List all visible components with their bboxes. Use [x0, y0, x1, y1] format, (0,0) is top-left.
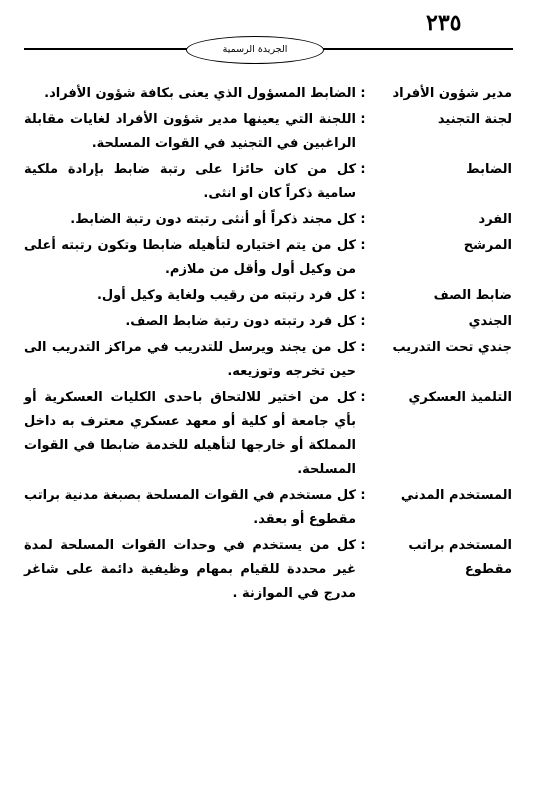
definition-text: كل من يجند ويرسل للتدريب في مراكز التدريب الى حين تخرجه وتوزيعه.	[24, 340, 356, 379]
definition-term: جندي تحت التدريب	[392, 340, 512, 355]
definition-entry	[20, 484, 516, 532]
definition-colon: :	[360, 538, 366, 553]
definition-text: الضابط المسؤول الذي يعنى بكافة شؤون الأفراد.	[44, 86, 356, 101]
definition-text: كل فرد رتبته دون رتبة ضابط الصف.	[125, 314, 356, 329]
definition-text: اللجنة التي يعينها مدير شؤون الأفراد لغايات مقابلة الراغبين في التجنيد في القوات المسلحة.	[24, 112, 356, 151]
definitions-list	[20, 82, 516, 608]
definition-text: كل فرد رتبته من رقيب ولغاية وكيل أول.	[96, 288, 356, 303]
definition-colon: :	[360, 162, 366, 177]
definition-entry	[20, 208, 516, 232]
definition-text: كل من اختير للالتحاق باحدى الكليات العسكرية أو بأي جامعة أو كلية أو معهد عسكري معترف به داخل المملكة أو خارجها لتأهيله للخدمة ضابطا في القوات المسلحة.	[24, 390, 356, 477]
definition-colon: :	[360, 86, 366, 101]
definition-colon: :	[360, 212, 366, 227]
definition-entry	[20, 234, 516, 282]
definition-entry	[20, 108, 516, 156]
definition-term: لجنة التجنيد	[437, 112, 512, 127]
definition-term: الضابط	[466, 162, 512, 177]
definition-term: مدير شؤون الأفراد	[392, 86, 512, 101]
definition-term: المرشح	[463, 238, 512, 253]
definition-text: كل مجند ذكراً أو أنثى رتبته دون رتبة الضابط.	[70, 212, 356, 227]
header-title: الجريدة الرسمية	[186, 36, 324, 64]
definition-colon: :	[360, 112, 366, 127]
definition-entry	[20, 336, 516, 384]
definition-term: الفرد	[478, 212, 512, 227]
definition-term: المستخدم براتب مقطوع	[408, 538, 512, 577]
definition-entry	[20, 158, 516, 206]
definition-entry	[20, 82, 516, 106]
definition-term: ضابط الصف	[433, 288, 512, 303]
definition-colon: :	[360, 288, 366, 303]
definition-colon: :	[360, 238, 366, 253]
definition-colon: :	[360, 314, 366, 329]
definition-term: التلميذ العسكري	[408, 390, 512, 405]
definition-text: كل من يتم اختياره لتأهيله ضابطا وتكون رتبته أعلى من وكيل أول وأقل من ملازم.	[24, 238, 356, 277]
definition-colon: :	[360, 488, 366, 503]
definition-colon: :	[360, 390, 366, 405]
definition-term: الجندي	[468, 314, 512, 329]
definition-text: كل من يستخدم في وحدات القوات المسلحة لمدة غير محددة للقيام بمهام وظيفية دائمة على شاغر مدرج في الموازنة .	[24, 538, 356, 601]
definition-entry	[20, 284, 516, 308]
definition-entry	[20, 534, 516, 606]
definition-entry	[20, 310, 516, 334]
definition-colon: :	[360, 340, 366, 355]
definition-text: كل مستخدم في القوات المسلحة بصبغة مدنية براتب مقطوع أو بعقد.	[24, 488, 356, 527]
definition-entry	[20, 386, 516, 482]
definition-text: كل من كان حائزا على رتبة ضابط بإرادة ملكية سامية ذكراً كان او انثى.	[24, 162, 356, 201]
definition-term: المستخدم المدني	[400, 488, 512, 503]
page-number: ٢٣٥	[426, 10, 462, 36]
